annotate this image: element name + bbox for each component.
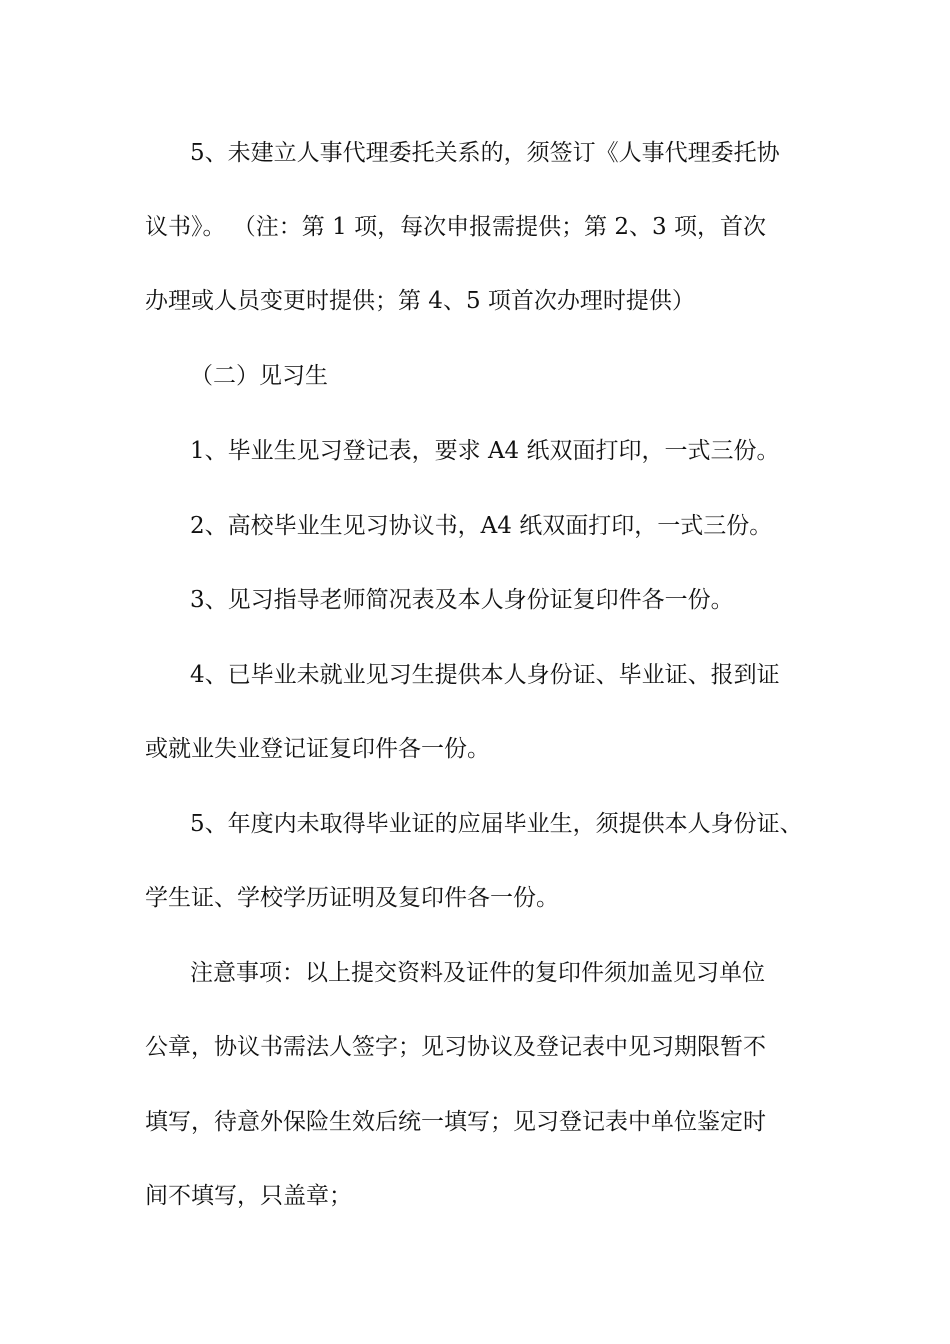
notice-line-1: 注意事项：以上提交资料及证件的复印件须加盖见习单位	[190, 960, 765, 986]
intern-item-4-line-2: 或就业失业登记证复印件各一份。	[145, 736, 490, 762]
paragraph-item-5-line-2: 议书》。 （注：第 1 项，每次申报需提供；第 2、3 项，首次	[145, 214, 766, 240]
paragraph-item-5-line-3: 办理或人员变更时提供；第 4、5 项首次办理时提供）	[145, 288, 695, 314]
intern-item-4-line-1: 4、已毕业未就业见习生提供本人身份证、毕业证、报到证	[190, 662, 780, 688]
notice-line-4: 间不填写，只盖章；	[145, 1183, 352, 1209]
intern-item-3: 3、见习指导老师简况表及本人身份证复印件各一份。	[190, 587, 734, 613]
section-heading-intern: （二）见习生	[190, 363, 328, 389]
intern-item-5-line-1: 5、年度内未取得毕业证的应届毕业生，须提供本人身份证、	[190, 811, 803, 837]
notice-line-3: 填写，待意外保险生效后统一填写；见习登记表中单位鉴定时	[145, 1109, 766, 1135]
intern-item-1: 1、毕业生见习登记表，要求 A4 纸双面打印，一式三份。	[190, 438, 780, 464]
notice-line-2: 公章，协议书需法人签字；见习协议及登记表中见习期限暂不	[145, 1034, 766, 1060]
paragraph-item-5-line-1: 5、未建立人事代理委托关系的，须签订《人事代理委托协	[190, 140, 780, 166]
intern-item-2: 2、高校毕业生见习协议书，A4 纸双面打印，一式三份。	[190, 513, 773, 539]
intern-item-5-line-2: 学生证、学校学历证明及复印件各一份。	[145, 885, 559, 911]
